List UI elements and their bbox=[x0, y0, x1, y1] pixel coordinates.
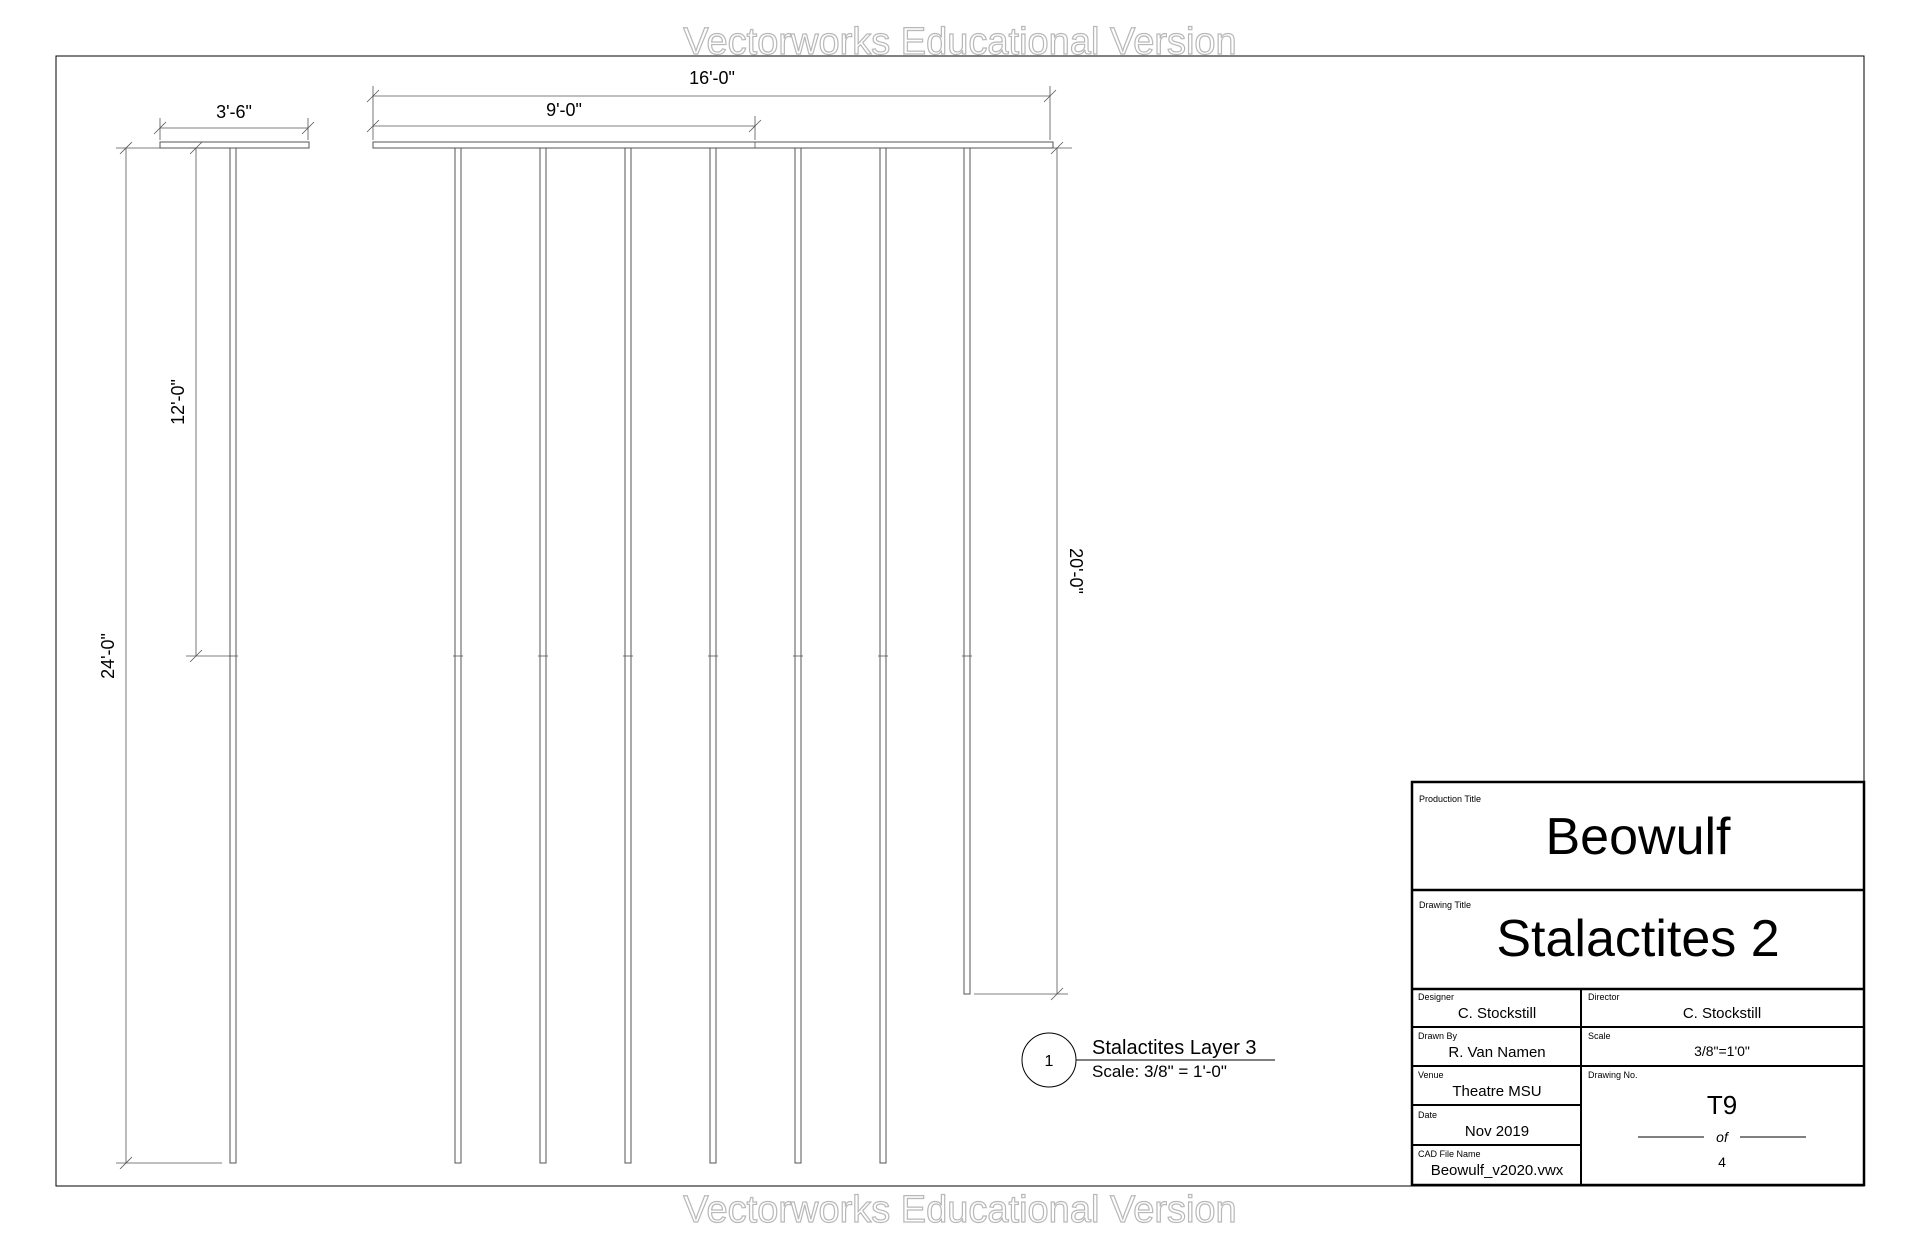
designer-value: C. Stockstill bbox=[1457, 1005, 1537, 1022]
scale-label: Scale bbox=[1588, 1031, 1611, 1041]
dimension-partial-width bbox=[367, 100, 761, 140]
left-stalactite-assembly bbox=[160, 142, 309, 1163]
cad-file-value: Beowulf_v2020.vwx bbox=[1430, 1162, 1564, 1179]
sheet-border bbox=[56, 56, 1864, 1186]
left-header-plate bbox=[160, 142, 309, 148]
right-stalactite-assembly bbox=[373, 142, 1053, 1163]
date-label: Date bbox=[1418, 1110, 1438, 1120]
date-value: Nov 2019 bbox=[1464, 1123, 1530, 1140]
title-block bbox=[1412, 782, 1864, 1185]
drawing-no-label: Drawing No. bbox=[1588, 1070, 1638, 1080]
stalactite-rod-7 bbox=[964, 148, 970, 994]
dimension-label-right-height: 20'-0" bbox=[1066, 548, 1086, 594]
cad-file-label: CAD File Name bbox=[1418, 1149, 1481, 1159]
dimension-left-height-full bbox=[98, 142, 222, 1169]
watermark-top: Vectorworks Educational Version bbox=[683, 21, 1237, 63]
drawing-title: Stalactites 2 bbox=[1496, 910, 1780, 968]
callout-number: 1 bbox=[1044, 1053, 1054, 1070]
watermark-bottom: Vectorworks Educational Version bbox=[683, 1189, 1237, 1231]
scale-value: 3/8"=1'0" bbox=[1694, 1043, 1750, 1059]
drawn-by-value: R. Van Namen bbox=[1448, 1044, 1546, 1061]
drawing-no-value: T9 bbox=[1706, 1090, 1738, 1120]
dimension-label-overall-width: 16'-0" bbox=[689, 68, 735, 88]
drawing-title-label: Drawing Title bbox=[1419, 900, 1472, 910]
total-sheets-value: 4 bbox=[1718, 1154, 1726, 1170]
detail-callout bbox=[1022, 1033, 1275, 1087]
stalactite-rod-6 bbox=[880, 148, 886, 1163]
stalactite-rod-1 bbox=[455, 148, 461, 1163]
dimension-label-left-height-full: 24'-0" bbox=[98, 633, 118, 679]
dimension-label-partial-width: 9'-0" bbox=[546, 100, 582, 120]
stalactite-rod-2 bbox=[540, 148, 546, 1163]
designer-label: Designer bbox=[1418, 992, 1455, 1002]
right-header-plate bbox=[373, 142, 1053, 148]
venue-value: Theatre MSU bbox=[1452, 1083, 1542, 1100]
production-title: Beowulf bbox=[1545, 808, 1731, 866]
dimension-label-left-width: 3'-6" bbox=[216, 102, 252, 122]
dimension-label-left-height-short: 12'-0" bbox=[168, 379, 188, 425]
production-title-label: Production Title bbox=[1419, 794, 1482, 804]
callout-scale: Scale: 3/8" = 1'-0" bbox=[1092, 1062, 1227, 1081]
drawn-by-label: Drawn By bbox=[1418, 1031, 1458, 1041]
director-value: C. Stockstill bbox=[1682, 1005, 1762, 1022]
dimension-left-width bbox=[154, 102, 314, 140]
stalactite-rod-5 bbox=[795, 148, 801, 1163]
stalactite-rod-4 bbox=[710, 148, 716, 1163]
dimension-left-height-short bbox=[168, 142, 228, 662]
venue-label: Venue bbox=[1418, 1070, 1444, 1080]
callout-title: Stalactites Layer 3 bbox=[1092, 1037, 1257, 1059]
of-label: of bbox=[1716, 1129, 1728, 1145]
left-stalactite-rod bbox=[230, 148, 236, 1163]
dimension-right-height bbox=[974, 142, 1086, 1000]
dimension-overall-width bbox=[367, 68, 1056, 140]
stalactite-rod-3 bbox=[625, 148, 631, 1163]
director-label: Director bbox=[1588, 992, 1620, 1002]
